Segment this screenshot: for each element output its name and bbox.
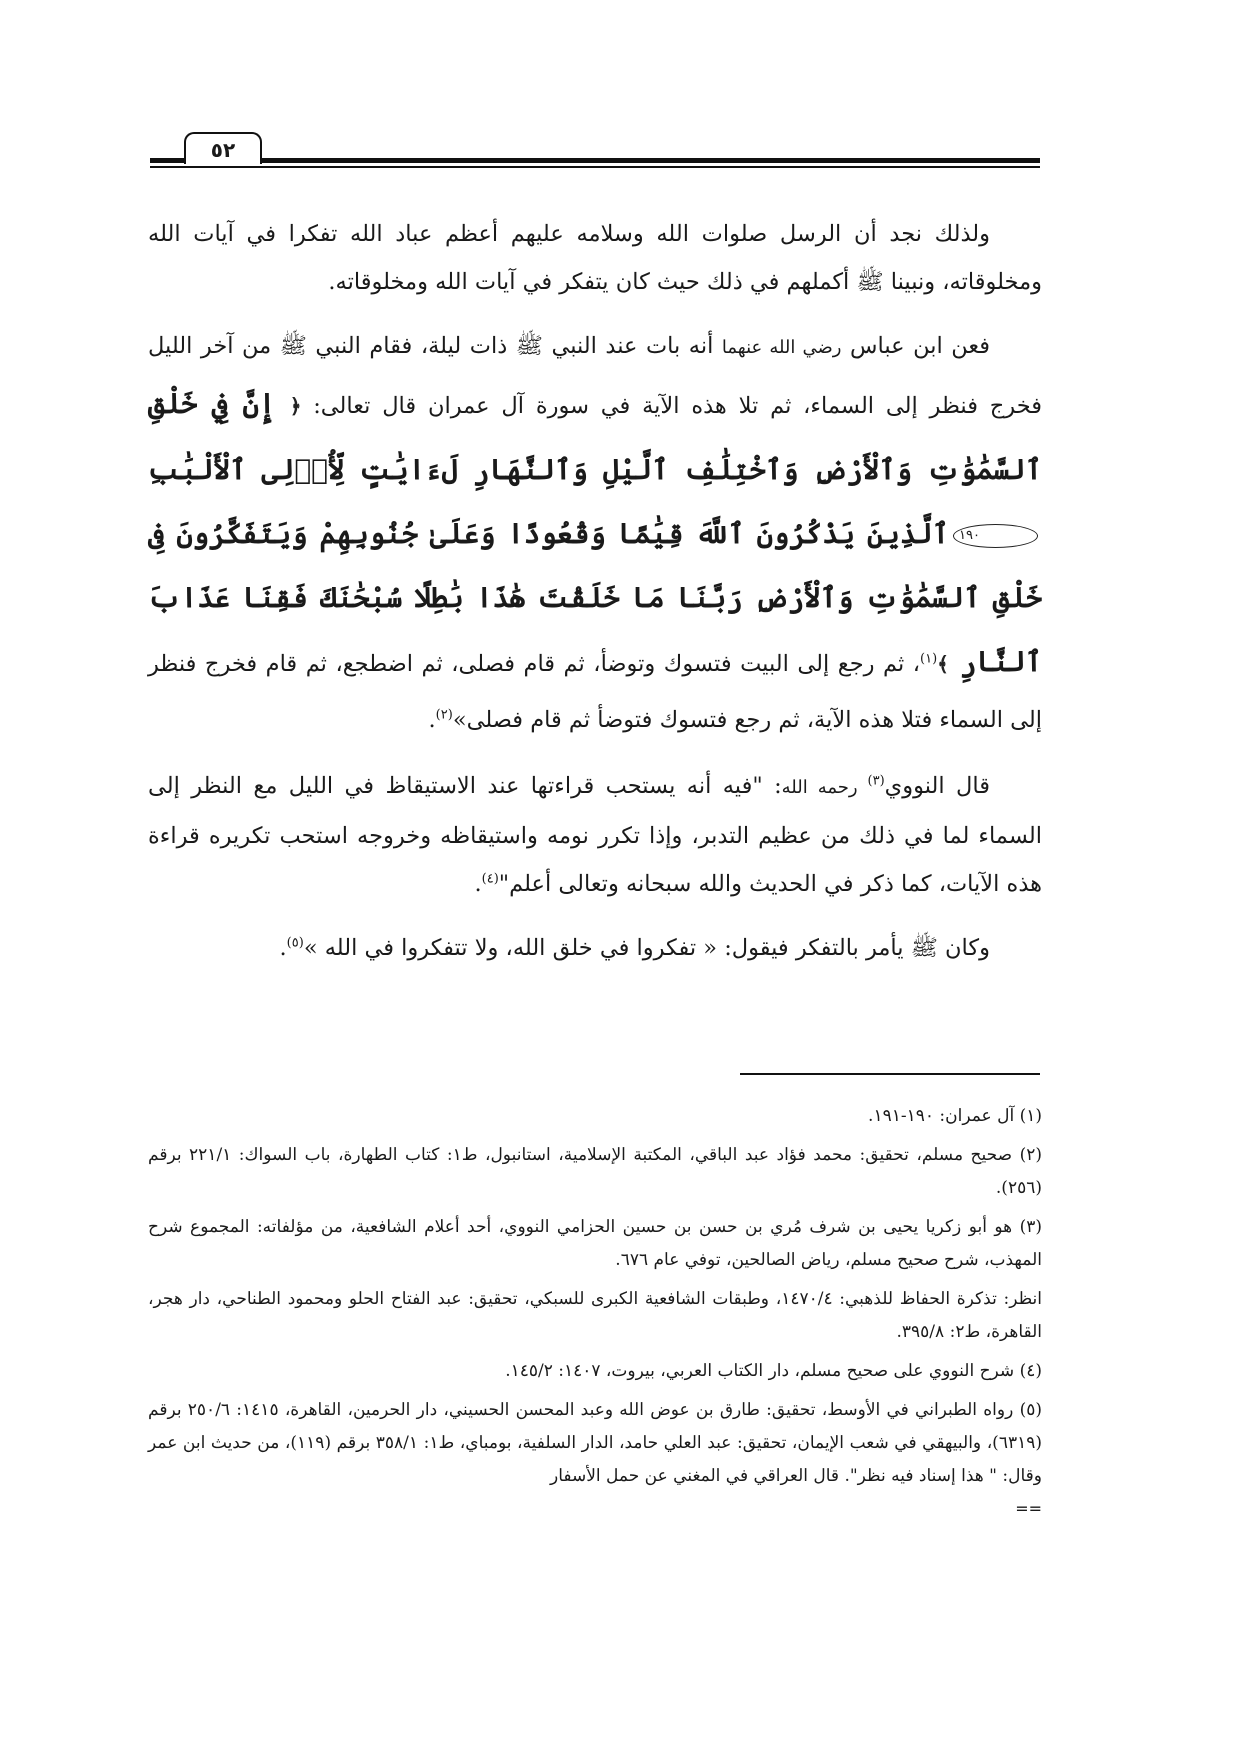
nawawi-intro: قال النووي: [884, 773, 991, 799]
footnote-2: (٢) صحيح مسلم، تحقيق: محمد فؤاد عبد الباقي، المكتبة الإسلامية، استانبول، ط١: كتاب الطهارة، باب السواك: ٢٢١/١ برقم (٢٥٦).: [148, 1145, 1042, 1198]
quran-close-bracket: ﴾: [937, 652, 949, 676]
footnote-1: (١) آل عمران: ١٩٠-١٩١.: [868, 1106, 1042, 1126]
footnote-separator: [740, 1073, 1040, 1075]
paragraph-4-end: .: [279, 935, 287, 961]
ayah-number-190: ١٩٠: [953, 524, 1038, 548]
honorific-rahimahullah: رحمه الله: [781, 777, 868, 798]
narration-continuation: ، ثم رجع إلى البيت فتسوك وتوضأ، ثم قام فصلى، ثم اضطجع، ثم قام فخرج فنظر إلى السماء فتلا هذه الآية، ثم رجع فتسوك فتوضأ ثم قام فصلى»: [148, 651, 1042, 733]
hadith-tafakkur: وكان ﷺ يأمر بالتفكر فيقول: « تفكروا في خلق الله، ولا تتفكروا في الله »: [303, 935, 990, 961]
footnote-continuation-mark: ==: [1015, 1499, 1042, 1518]
footnote-ref-2[interactable]: (٢): [435, 707, 453, 723]
paragraph-3-end: .: [474, 871, 482, 897]
page-number: ٥٢: [184, 132, 262, 164]
quran-open-bracket: ﴿: [289, 394, 302, 418]
paragraph-1: ولذلك نجد أن الرسل صلوات الله وسلامه عليهم أعظم عباد الله تفكرا في آيات الله ومخلوقاته، ونبينا ﷺ أكملهم في ذلك حيث كان يتفكر في آيات الله ومخلوقاته.: [148, 221, 1042, 295]
nawawi-quote: : "فيه أنه يستحب قراءتها عند الاستيقاظ في الليل مع النظر إلى السماء لما في ذلك من عظيم التدبر، وإذا تكرر نومه واستيقاظه وخروجه استحب تكريره قراءة هذه الآيات، كما ذكر في الحديث والله سبحانه وتعالى أعلم": [148, 773, 1042, 897]
footnote-3: (٣) هو أبو زكريا يحيى بن شرف مُري بن حسن بن حسين الحزامي النووي، أحد أعلام الشافعية، من مؤلفاته: المجموع شرح المهذب، شرح صحيح مسلم، رياض الصالحين، توفي عام ٦٧٦.: [148, 1217, 1042, 1270]
quran-verse-190: إِنَّ فِي خَلْقِ ٱلسَّمَٰوَٰتِ وَٱلْأَرْضِ وَٱخْتِلَٰفِ ٱلَّيْلِ وَٱلنَّهَارِ لَءَايَٰتٍ لِّأُو۟لِى ٱلْأَلْبَٰبِ: [148, 387, 1042, 486]
header-rule-thick: [150, 158, 1040, 163]
paragraph-3: [148, 762, 1042, 908]
paragraph-2-end: .: [428, 707, 436, 733]
footnote-ref-5[interactable]: (٥): [286, 935, 304, 951]
narration-intro: فعن ابن عباس: [841, 333, 990, 359]
page-header: [150, 128, 1040, 172]
footnote-ref-1[interactable]: (١): [920, 651, 938, 667]
honorific-radiallahu: رضي الله عنهما: [721, 337, 842, 358]
footnote-ref-3[interactable]: (٣): [867, 773, 885, 789]
footnote-3-continued: انظر: تذكرة الحفاظ للذهبي: ١٤٧٠/٤، وطبقات الشافعية الكبرى للسبكي، تحقيق: عبد الفتاح الحلو ومحمود الطناحي، دار هجر، القاهرة، ط٢: ٣٩٥/٨.: [148, 1289, 1042, 1342]
header-rule-thin: [150, 166, 1040, 168]
quran-verse: [148, 387, 1042, 678]
footnotes: [148, 1100, 1042, 1519]
footnote-5: (٥) رواه الطبراني في الأوسط، تحقيق: طارق بن عوض الله وعبد المحسن الحسيني، دار الحرمين، القاهرة، ١٤١٥: ٢٥٠/٦ برقم (٦٣١٩)، والبيهقي في شعب الإيمان، تحقيق: عبد العلي حامد، الدار السلفية، بومباي، ط١: ٣٥٨/١ برقم (١١٩)، من حديث ابن عمر وقال: " هذا إسناد فيه نظر". قال العراقي في المغني عن حمل الأسفار: [148, 1400, 1042, 1486]
footnote-ref-4[interactable]: (٤): [481, 871, 499, 887]
paragraph-2: [148, 322, 1042, 744]
paragraph-4: [148, 924, 1042, 972]
quran-verse-191: ٱلَّذِينَ يَذْكُرُونَ ٱللَّهَ قِيَٰمًا وَقُعُودًا وَعَلَىٰ جُنُوبِهِمْ وَيَتَفَكَّرُونَ فِى خَلْقِ ٱلسَّمَٰوَٰتِ وَٱلْأَرْضِ رَبَّنَا مَا خَلَقْتَ هَٰذَا بَٰطِلًا سُبْحَٰنَكَ فَقِنَا عَذَابَ ٱلنَّارِ: [148, 517, 1042, 678]
footnote-4: (٤) شرح النووي على صحيح مسلم، دار الكتاب العربي، بيروت، ١٤٠٧: ١٤٥/٢.: [505, 1361, 1042, 1381]
narration-text: أنه بات عند النبي ﷺ ذات ليلة، فقام النبي ﷺ من آخر الليل فخرج فنظر إلى السماء، ثم تلا هذه الآية في سورة آل عمران قال تعالى:: [148, 333, 1042, 419]
main-text: [148, 210, 1042, 988]
